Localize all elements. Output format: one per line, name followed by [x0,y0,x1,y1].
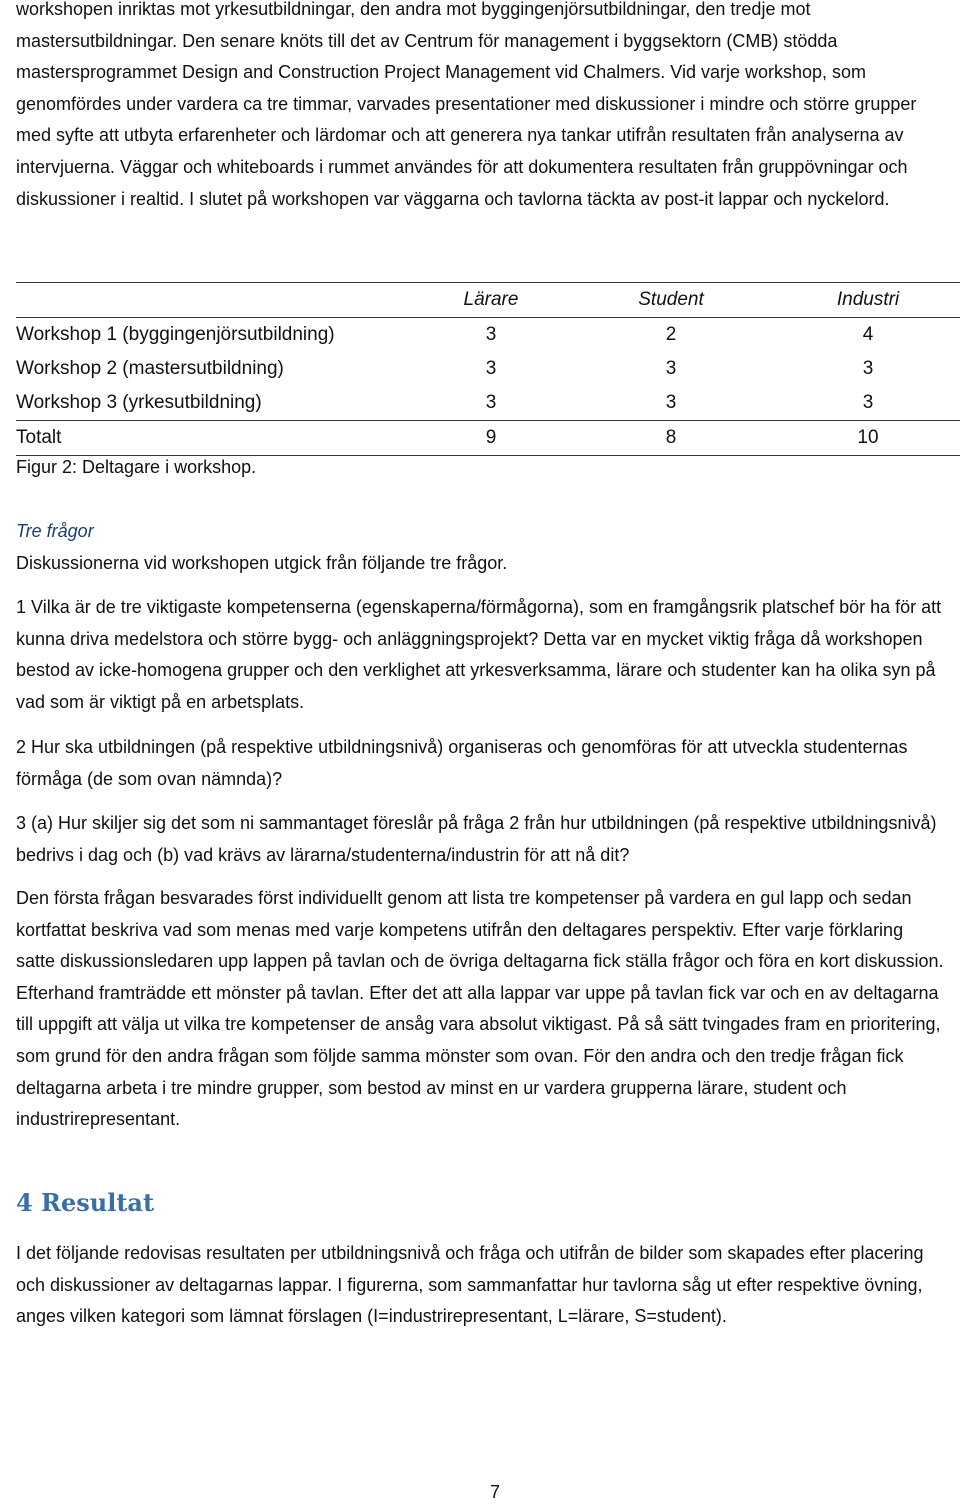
table-row [16,386,960,421]
paragraph-results: I det följande redovisas resultaten per utbildningsnivå och fråga och utifrån de bilder som skapades efter placering och diskussioner av deltagarnas lappar. I figurerna, som sammanfattar hur tavlorna såg ut efter respektive övning, anges vilken kategori som lämnat förslagen (I=industrirepresentant, L=lärare, S=student). [16,1243,924,1327]
table-row [16,352,960,386]
table-header-students: Student [638,289,704,310]
subsection-title: Tre frågor [16,521,94,541]
cell-teachers: 3 [485,324,497,345]
cell-industry: 3 [862,392,874,413]
table-header-industry: Industri [836,289,900,310]
table-header-teachers: Lärare [463,289,519,310]
table-header-empty [16,283,416,318]
figure-caption: Figur 2: Deltagare i workshop. [16,457,257,477]
paragraph-question-1: 1 Vilka är de tre viktigaste kompetenserna (egenskaperna/förmågorna), som en framgångsrik platschef bör ha för att kunna driva medelstora och större bygg- och anläggningsprojekt? Detta var en mycket viktig fråga då workshopen bestod av icke-homogena grupper och den verklighet att yrkesverksamma, lärare och studenter kan ha olika syn på vad som är viktigt på en arbetsplats. [16,597,942,712]
table-row [16,318,960,353]
cell-students: 3 [665,358,677,379]
row-label: Workshop 3 (yrkesutbildning) [16,392,262,413]
section-heading-results: 4 Resultat [16,1188,155,1217]
intro-paragraph: workshopen inriktas mot yrkesutbildningar, den andra mot byggingenjörsutbildningar, den tredje mot mastersutbildningar. Den senare knöts till det av Centrum för management i byggsektorn (CMB) stödda mastersprogrammet Design and Construction Project Management vid Chalmers. Vid varje workshop, som genomfördes under vardera ca tre timmar, varvades presentationer med diskussioner i mindre och större grupper med syfte att utbyta erfarenheter och lärdomar och att generera nya tankar utifrån resultaten från analyserna av intervjuerna. Väggar och whiteboards i rummet användes för att dokumentera resultaten från gruppövningar och diskussioner i realtid. I slutet på workshopen var väggarna och tavlorna täckta av post-it lappar och nyckelord. [16,0,917,209]
paragraph-intro-questions: Diskussionerna vid workshopen utgick från följande tre frågor. [16,553,508,573]
cell-students: 3 [665,392,677,413]
participants-table [16,282,960,456]
paragraph-question-2: 2 Hur ska utbildningen (på respektive utbildningsnivå) organiseras och genomföras för att utveckla studenternas förmåga (de som ovan nämnda)? [16,737,908,789]
total-students: 8 [665,427,677,448]
row-label: Workshop 2 (mastersutbildning) [16,358,284,379]
page-number: 7 [490,1482,501,1502]
cell-industry: 3 [862,358,874,379]
cell-industry: 4 [862,324,874,345]
cell-teachers: 3 [485,392,497,413]
paragraph-question-3: 3 (a) Hur skiljer sig det som ni sammantaget föreslår på fråga 2 från hur utbildningen (på respektive utbildningsnivå) bedrivs i dag och (b) vad krävs av lärarna/studenterna/industrin för att nå dit? [16,813,937,865]
total-label: Totalt [16,427,62,448]
cell-students: 2 [665,324,677,345]
paragraph-method: Den första frågan besvarades först individuellt genom att lista tre kompetenser på vardera en gul lapp och sedan kortfattat beskriva vad som menas med varje kompetens utifrån den deltagares perspektiv. Efter varje förklaring satte diskussionsledaren upp lappen på tavlan och de övriga deltagarna fick ställa frågor och föra en kort diskussion. Efterhand framträdde ett mönster på tavlan. Efter det att alla lappar var uppe på tavlan fick var och en av deltagarna till uppgift att välja ut vilka tre kompetenser de ansåg vara absolut viktigast. På så sätt tvingades fram en prioritering, som grund för den andra frågan som följde samma mönster som ovan. För den andra och den tredje frågan fick deltagarna arbeta i tre mindre grupper, som bestod av minst en ur vardera grupperna lärare, student och industrirepresentant. [16,888,944,1130]
total-industry: 10 [857,427,879,448]
row-label: Workshop 1 (byggingenjörsutbildning) [16,324,335,345]
document-page [16,0,946,1502]
table-header-row [16,283,960,318]
cell-teachers: 3 [485,358,497,379]
total-teachers: 9 [485,427,497,448]
table-total-row [16,421,960,456]
